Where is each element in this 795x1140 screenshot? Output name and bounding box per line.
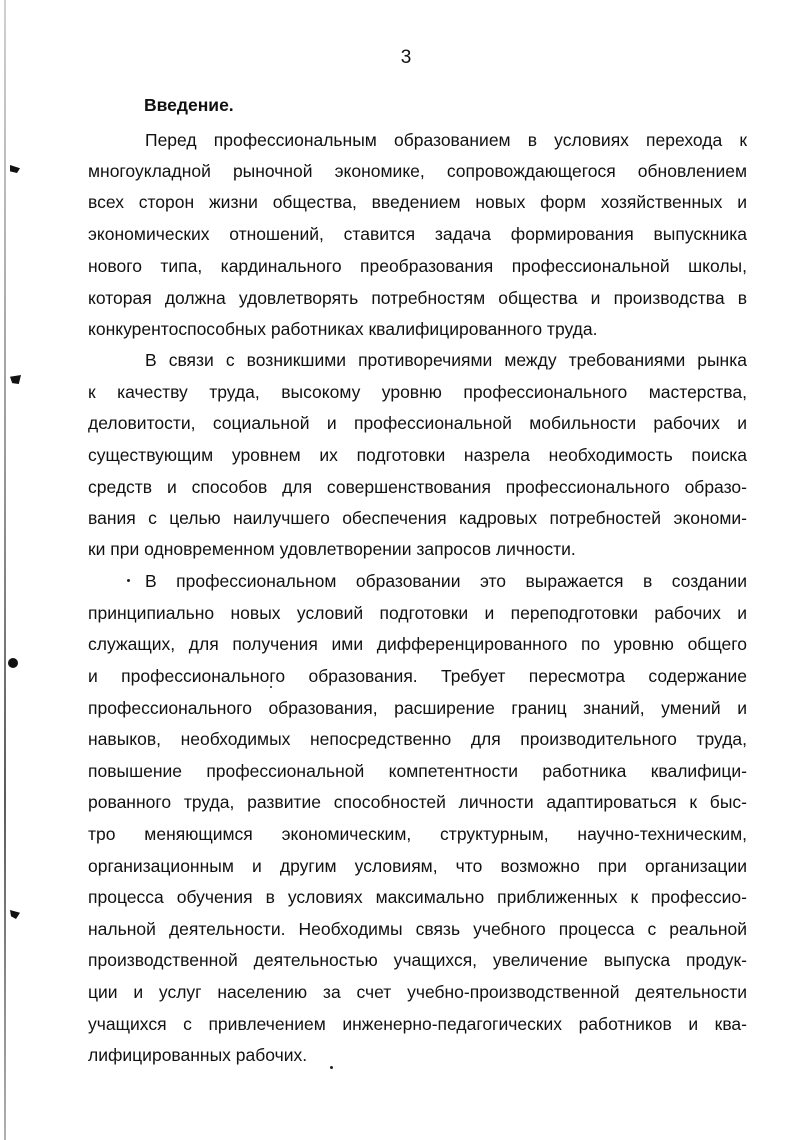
text-line: навыков, необходимых непосредственно для производительного труда, xyxy=(88,729,747,749)
scan-mark xyxy=(10,910,20,919)
text-line: деловитости, социальной и профессиональной мобильности рабочих и xyxy=(88,413,747,433)
text-line: нальной деятельности. Необходимы связь учебного процесса с реальной xyxy=(88,919,747,939)
text-line: конкурентоспособных работниках квалифицированного труда. xyxy=(88,319,598,339)
text-line: существующим уровнем их подготовки назрела необходимость поиска xyxy=(88,445,747,465)
text-line: которая должна удовлетворять потребностям общества и производства в xyxy=(88,288,747,308)
scan-speck xyxy=(330,1066,333,1069)
text-line: В профессиональном образовании это выражается в создании xyxy=(145,571,747,591)
text-line: В связи с возникшими противоречиями между требованиями рынка xyxy=(145,350,747,370)
text-line: средств и способов для совершенствования профессионального образо- xyxy=(88,477,747,497)
scan-mark xyxy=(10,375,21,384)
text-line: принципиально новых условий подготовки и переподготовки рабочих и xyxy=(88,603,747,623)
text-line: ции и услуг населению за счет учебно-производственной деятельности xyxy=(88,982,747,1002)
scan-mark xyxy=(10,165,20,173)
text-line: многоукладной рыночной экономике, сопровождающегося обновлением xyxy=(88,161,747,181)
text-line: процесса обучения в условиях максимально приближенных к профессио- xyxy=(88,887,747,907)
text-line: служащих, для получения ими дифференцированного по уровню общего xyxy=(88,634,747,654)
text-line: экономических отношений, ставится задача формирования выпускника xyxy=(88,224,747,244)
text-line: Перед профессиональным образованием в условиях перехода к xyxy=(145,130,747,150)
text-line: ки при одновременном удовлетворении запросов личности. xyxy=(88,539,576,559)
scan-speck xyxy=(127,579,130,582)
text-line: организационным и другим условиям, что возможно при организации xyxy=(88,856,747,876)
text-line: лифицированных рабочих. xyxy=(88,1045,308,1065)
text-line: к качеству труда, высокому уровню профессионального мастерства, xyxy=(88,382,747,402)
text-line: вания с целью наилучшего обеспечения кадровых потребностей экономи- xyxy=(88,508,747,528)
scan-speck xyxy=(270,686,272,688)
page-number: 3 xyxy=(400,47,412,68)
text-line: профессионального образования, расширение границ знаний, умений и xyxy=(88,698,747,718)
text-line: тро меняющимся экономическим, структурным, научно-техническим, xyxy=(88,824,747,844)
text-line: и профессионального образования. Требует пересмотра содержание xyxy=(88,666,747,686)
text-line: всех сторон жизни общества, введением новых форм хозяйственных и xyxy=(88,192,747,212)
text-line: рованного труда, развитие способностей личности адаптироваться к быс- xyxy=(88,792,747,812)
scan-mark xyxy=(8,658,18,668)
text-line: учащихся с привлечением инженерно-педагогических работников и ква- xyxy=(88,1014,747,1034)
text-line: нового типа, кардинального преобразования профессиональной школы, xyxy=(88,256,747,276)
scan-edge-line xyxy=(4,0,6,1140)
text-line: повышение профессиональной компетентности работника квалифици- xyxy=(88,761,747,781)
text-line: производственной деятельностью учащихся, увеличение выпуска продук- xyxy=(88,950,747,970)
section-heading: Введение. xyxy=(144,95,234,115)
